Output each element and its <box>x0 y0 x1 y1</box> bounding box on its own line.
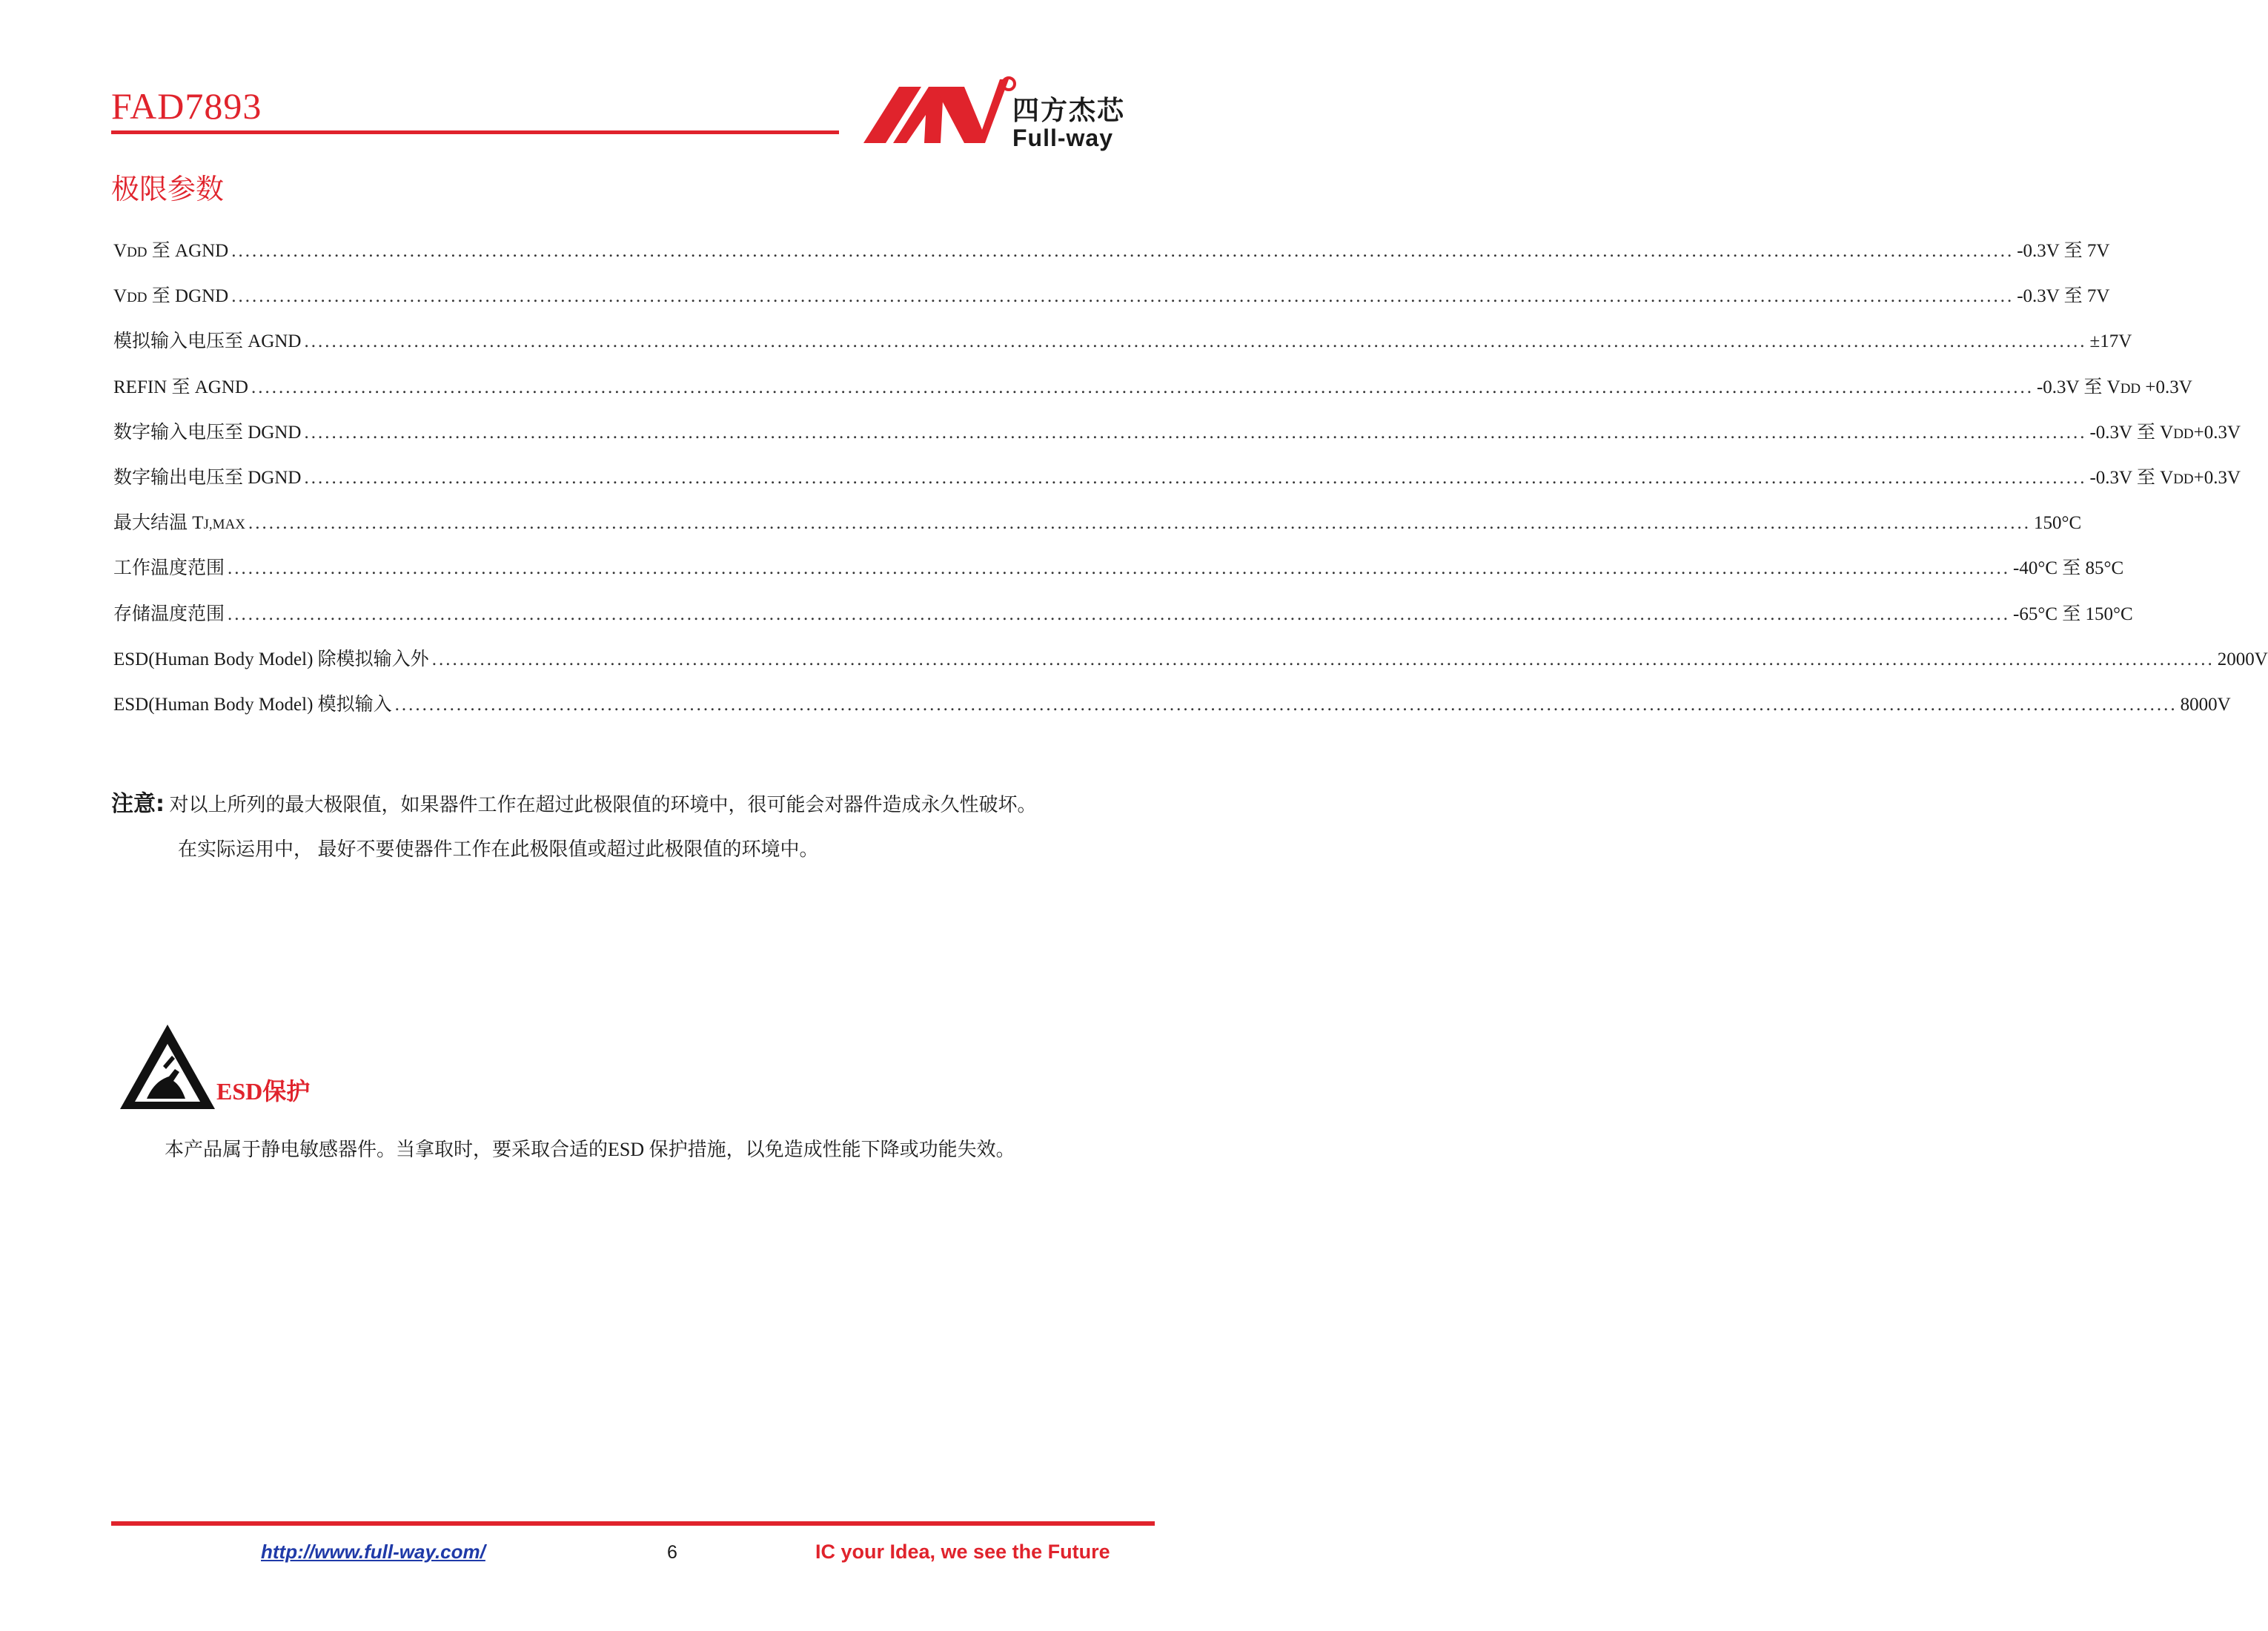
rating-row <box>113 372 2192 417</box>
ratings-list <box>113 236 2268 735</box>
rating-row <box>113 417 2241 463</box>
footer-website-link[interactable]: http://www.full-way.com/ <box>261 1541 485 1563</box>
note-text-1: 对以上所列的最大极限值，如果器件工作在超过此极限值的环境中，很可能会对器件造成永久性破坏。 <box>169 794 1037 816</box>
rating-label: 存储温度范围 <box>113 603 225 624</box>
esd-title: ESD保护 <box>216 1078 311 1105</box>
rating-row <box>113 508 2082 553</box>
rating-row <box>113 553 2124 598</box>
rating-label: 数字输入电压至 DGND <box>113 422 302 443</box>
page-number: 6 <box>667 1542 677 1563</box>
rating-value: -65°C 至 150°C <box>2013 603 2133 624</box>
rating-label: ESD(Human Body Model) 除模拟输入外 <box>113 649 429 669</box>
esd-warning-icon <box>117 1022 218 1112</box>
note-line-1 <box>111 793 1037 816</box>
rating-row <box>113 326 2132 371</box>
dot-leader: .................................................................................................................................................................................................................................................................... <box>304 467 2087 488</box>
document-title: FAD7893 <box>111 85 262 127</box>
rating-value: -0.3V 至 7V <box>2017 286 2110 307</box>
rating-row <box>113 236 2110 281</box>
section-title: 极限参数 <box>111 173 225 205</box>
footer-slogan: IC your Idea, we see the Future <box>815 1541 1110 1563</box>
esd-description: 本产品属于静电敏感器件。当拿取时，要采取合适的ESD 保护措施，以免造成性能下降或功能失效。 <box>165 1139 1015 1160</box>
dot-leader: .................................................................................................................................................................................................................................................................... <box>304 422 2087 443</box>
rating-label: 工作温度范围 <box>113 558 225 579</box>
rating-value: -0.3V 至 VDD+0.3V <box>2089 467 2241 488</box>
dot-leader: .................................................................................................................................................................................................................................................................... <box>228 603 2011 624</box>
dot-leader: .................................................................................................................................................................................................................................................................... <box>231 241 2015 261</box>
rating-label: ESD(Human Body Model) 模拟输入 <box>113 694 392 715</box>
logo-chinese-name: 四方杰芯 <box>1012 96 1126 126</box>
rating-value: -40°C 至 85°C <box>2013 558 2124 579</box>
dot-leader: .................................................................................................................................................................................................................................................................... <box>394 694 2178 715</box>
dot-leader: .................................................................................................................................................................................................................................................................... <box>228 558 2011 579</box>
header-rule <box>111 130 839 134</box>
dot-leader: .................................................................................................................................................................................................................................................................... <box>248 513 2032 534</box>
rating-row <box>113 463 2241 508</box>
rating-row <box>113 644 2268 689</box>
rating-value: ±17V <box>2089 331 2132 352</box>
rating-label: VDD 至 DGND <box>113 286 229 307</box>
rating-value: 2000V <box>2217 649 2268 669</box>
dot-leader: .................................................................................................................................................................................................................................................................... <box>231 286 2015 307</box>
note-line-2: 在实际运用中， 最好不要使器件工作在此极限值或超过此极限值的环境中。 <box>178 838 819 860</box>
footer-rule <box>111 1521 1155 1526</box>
dot-leader: .................................................................................................................................................................................................................................................................... <box>304 331 2087 352</box>
rating-label: REFIN 至 AGND <box>113 377 248 397</box>
rating-row <box>113 599 2133 644</box>
logo-english-name: Full-way <box>1012 125 1114 151</box>
dot-leader: .................................................................................................................................................................................................................................................................... <box>251 377 2034 397</box>
note-keyword: 注意: <box>111 791 165 817</box>
dot-leader: .................................................................................................................................................................................................................................................................... <box>431 649 2215 669</box>
rating-label: 最大结温 TJ,MAX <box>113 513 246 534</box>
rating-row <box>113 689 2231 735</box>
rating-label: 数字输出电压至 DGND <box>113 467 302 488</box>
rating-value: -0.3V 至 VDD+0.3V <box>2089 422 2241 443</box>
rating-label: 模拟输入电压至 AGND <box>113 331 302 352</box>
rating-row <box>113 281 2110 326</box>
rating-label: VDD 至 AGND <box>113 241 229 261</box>
rating-value: 150°C <box>2034 513 2082 534</box>
rating-value: -0.3V 至 7V <box>2017 241 2110 261</box>
rating-value: -0.3V 至 VDD +0.3V <box>2036 377 2192 397</box>
rating-value: 8000V <box>2180 694 2231 715</box>
